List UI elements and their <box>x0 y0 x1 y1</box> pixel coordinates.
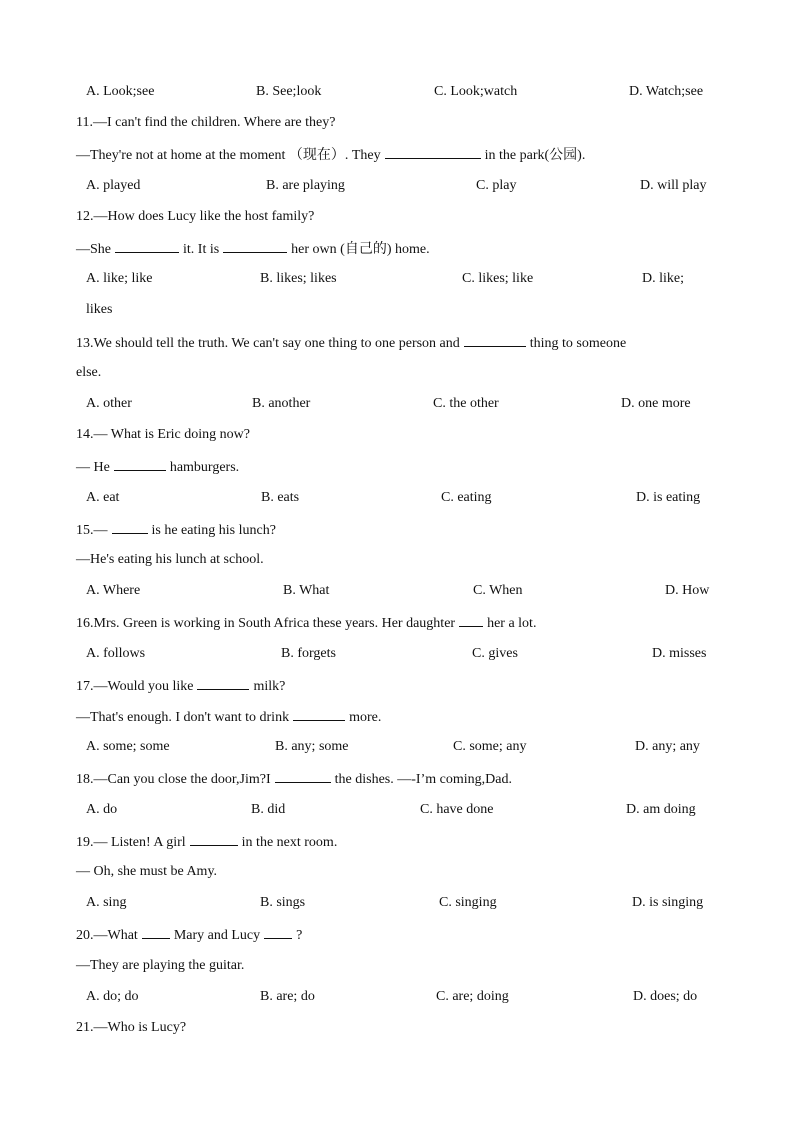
q20-blank-2 <box>264 924 292 939</box>
q17-answer-line <box>76 706 381 726</box>
q14-answer-line <box>76 456 239 476</box>
q13-question-text-a: 13.We should tell the truth. We can't say one thing to one person and <box>76 336 460 351</box>
q18-option-a: A. do <box>86 802 118 817</box>
q13-option-c: C. the other <box>433 396 499 411</box>
q15-question-text-b: is he eating his lunch? <box>151 523 276 538</box>
q12-answer-text-c: her own (自己的) home. <box>291 242 430 257</box>
q19-blank <box>190 831 238 846</box>
q13-option-b: B. another <box>252 396 311 411</box>
q20-option-a: A. do; do <box>86 989 139 1004</box>
q14-answer-text-b: hamburgers. <box>169 460 240 475</box>
q21-question: 21.—Who is Lucy? <box>76 1020 187 1035</box>
q11-answer-text-b: in the park(公园). <box>484 148 586 163</box>
q10-option-c: C. Look;watch <box>434 84 518 99</box>
q18-option-b: B. did <box>251 802 286 817</box>
q19-question-text-b: in the next room. <box>241 835 338 850</box>
q18-question-text-a: 18.—Can you close the door,Jim?I <box>76 772 271 787</box>
q16-option-b: B. forgets <box>281 646 336 661</box>
q11-answer-text-a: —They're not at home at the moment （现在）. They <box>76 148 381 163</box>
q19-option-b: B. sings <box>260 895 306 910</box>
q17-question-line <box>76 675 285 695</box>
q11-blank <box>385 144 481 159</box>
q15-option-d: D. How <box>665 583 710 598</box>
q17-answer-text-a: —That's enough. I don't want to drink <box>76 710 290 725</box>
q13-option-d: D. one more <box>621 396 691 411</box>
q14-question: 14.— What is Eric doing now? <box>76 427 250 442</box>
q19-question-text-a: 19.— Listen! A girl <box>76 835 186 850</box>
q14-option-a: A. eat <box>86 490 120 505</box>
q12-answer-line <box>76 238 430 258</box>
q18-option-d: D. am doing <box>626 802 696 817</box>
q12-blank-1 <box>115 238 179 253</box>
q17-blank-2 <box>293 706 345 721</box>
q13-blank <box>464 332 526 347</box>
q14-blank <box>114 456 166 471</box>
q20-answer: —They are playing the guitar. <box>76 958 245 973</box>
q11-option-d: D. will play <box>640 178 707 193</box>
q14-answer-text-a: — He <box>76 460 110 475</box>
q18-blank <box>275 768 331 783</box>
q12-option-d-continued: likes <box>86 302 113 317</box>
q12-option-b: B. likes; likes <box>260 271 337 286</box>
q20-blank-1 <box>142 924 170 939</box>
q10-option-a: A. Look;see <box>86 84 155 99</box>
q17-blank-1 <box>197 675 249 690</box>
q13-option-a: A. other <box>86 396 132 411</box>
q19-question-line <box>76 831 337 851</box>
q17-option-b: B. any; some <box>275 739 349 754</box>
q17-option-d: D. any; any <box>635 739 700 754</box>
q11-option-a: A. played <box>86 178 141 193</box>
q12-answer-text-a: —She <box>76 242 111 257</box>
q12-option-a: A. like; like <box>86 271 153 286</box>
q15-option-c: C. When <box>473 583 523 598</box>
q11-option-c: C. play <box>476 178 517 193</box>
q12-answer-text-b: it. It is <box>183 242 220 257</box>
q18-question-line <box>76 768 512 788</box>
q20-question-text-c: ? <box>296 928 303 943</box>
q16-question-text-b: her a lot. <box>487 616 537 631</box>
q12-option-d: D. like; <box>642 271 684 286</box>
q13-question-line-2: else. <box>76 365 102 380</box>
q15-option-b: B. What <box>283 583 330 598</box>
q16-option-a: A. follows <box>86 646 146 661</box>
q16-question-text-a: 16.Mrs. Green is working in South Africa these years. Her daughter <box>76 616 456 631</box>
q17-answer-text-b: more. <box>349 710 382 725</box>
q11-option-b: B. are playing <box>266 178 345 193</box>
q11-answer-line <box>76 144 585 164</box>
q10-option-d: D. Watch;see <box>629 84 704 99</box>
q16-blank <box>459 612 483 627</box>
q19-option-a: A. sing <box>86 895 127 910</box>
q17-question-text-a: 17.—Would you like <box>76 679 194 694</box>
q20-question-text-a: 20.—What <box>76 928 138 943</box>
q16-question-line <box>76 612 536 632</box>
q14-option-c: C. eating <box>441 490 492 505</box>
q13-question-line-1 <box>76 332 626 352</box>
q17-question-text-b: milk? <box>253 679 286 694</box>
q12-blank-2 <box>223 238 287 253</box>
q12-option-c: C. likes; like <box>462 271 534 286</box>
q15-question-line <box>76 519 276 539</box>
q20-option-b: B. are; do <box>260 989 315 1004</box>
q13-question-text-b: thing to someone <box>529 336 627 351</box>
q15-question-text-a: 15.— <box>76 523 108 538</box>
q20-question-text-b: Mary and Lucy <box>173 928 261 943</box>
q18-question-text-b: the dishes. —-I’m coming,Dad. <box>334 772 512 787</box>
q14-option-b: B. eats <box>261 490 300 505</box>
q15-answer: —He's eating his lunch at school. <box>76 552 264 567</box>
q10-option-b: B. See;look <box>256 84 322 99</box>
q14-option-d: D. is eating <box>636 490 701 505</box>
q19-answer: — Oh, she must be Amy. <box>76 864 218 879</box>
q19-option-d: D. is singing <box>632 895 704 910</box>
q16-option-d: D. misses <box>652 646 707 661</box>
q20-question-line <box>76 924 302 944</box>
q15-blank <box>112 519 148 534</box>
q15-option-a: A. Where <box>86 583 141 598</box>
q17-option-c: C. some; any <box>453 739 527 754</box>
q19-option-c: C. singing <box>439 895 497 910</box>
q16-option-c: C. gives <box>472 646 518 661</box>
q20-option-d: D. does; do <box>633 989 698 1004</box>
q17-option-a: A. some; some <box>86 739 170 754</box>
q18-option-c: C. have done <box>420 802 494 817</box>
q20-option-c: C. are; doing <box>436 989 509 1004</box>
q11-question: 11.—I can't find the children. Where are they? <box>76 115 336 130</box>
q12-question: 12.—How does Lucy like the host family? <box>76 209 315 224</box>
